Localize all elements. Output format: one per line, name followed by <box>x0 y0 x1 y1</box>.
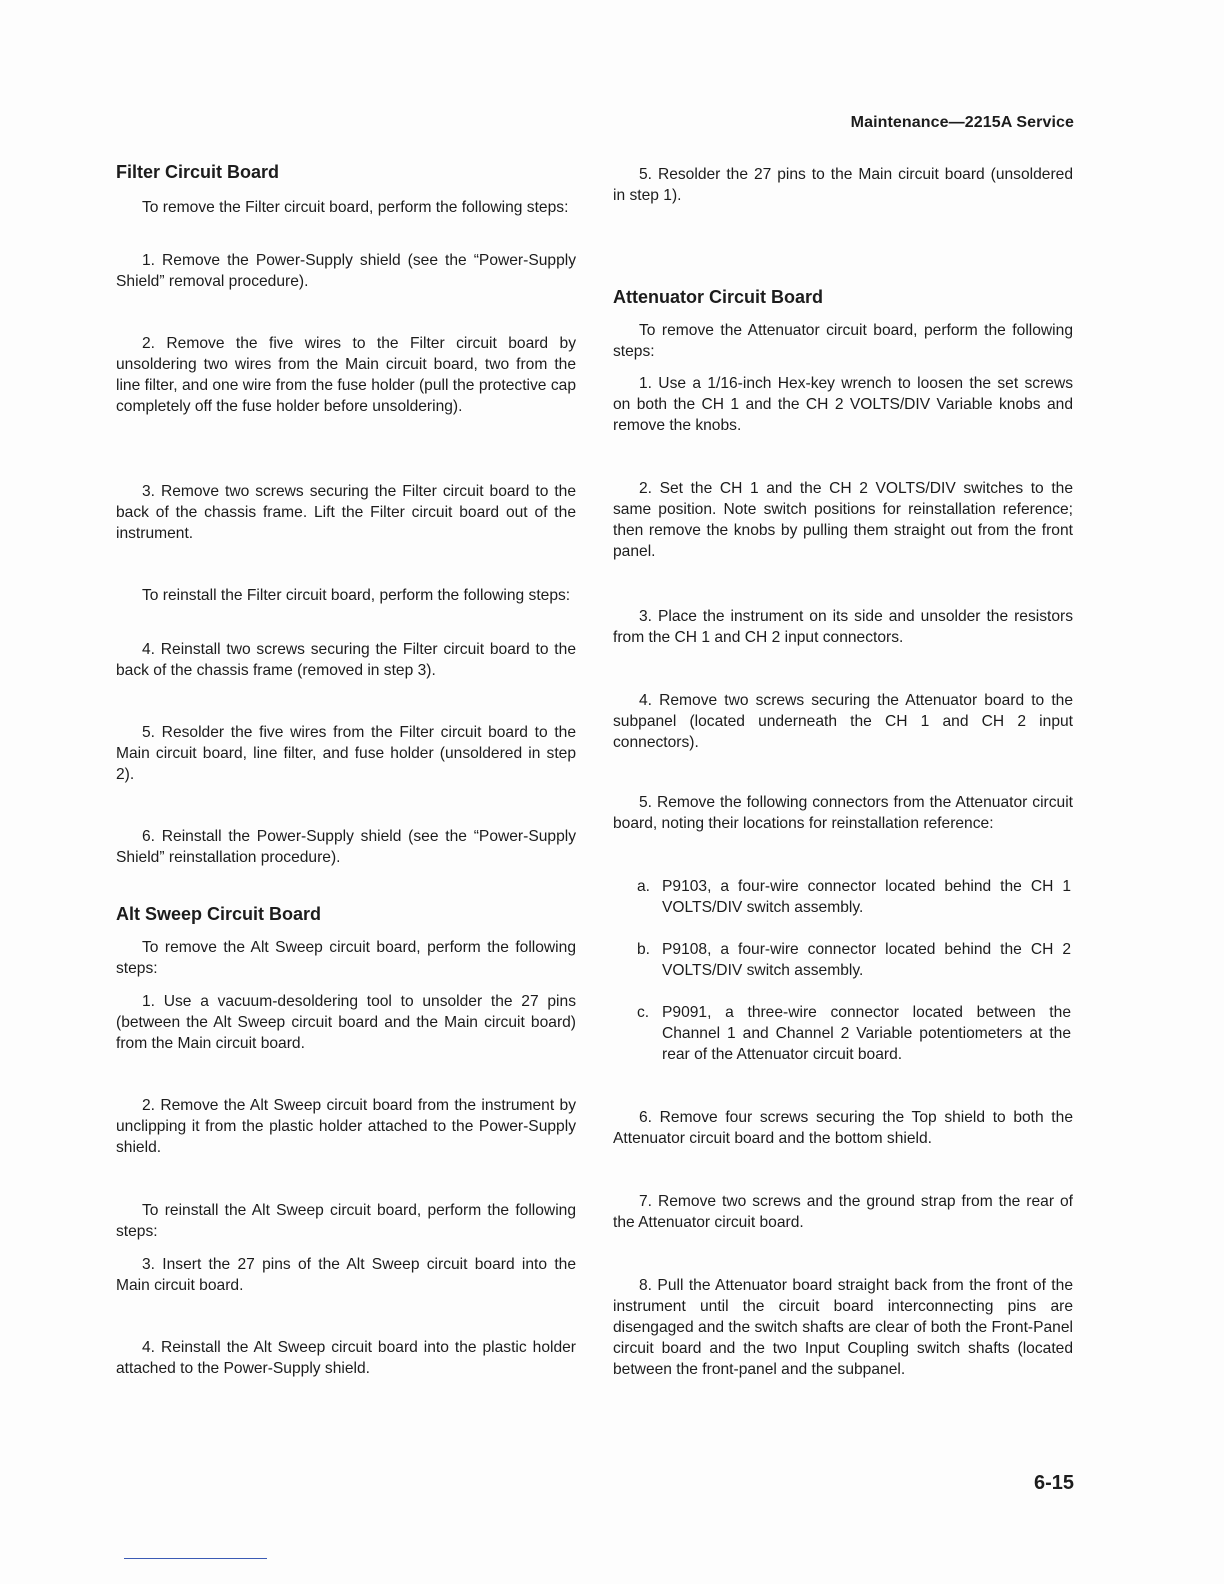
att-step-6: 6. Remove four screws securing the Top shield to both the Attenuator circuit board and the bottom shield. <box>613 1109 1073 1147</box>
att-step-3: 3. Place the instrument on its side and unsolder the resistors from the CH 1 and CH 2 input connectors. <box>613 608 1073 646</box>
section-title-alt-sweep: Alt Sweep Circuit Board <box>116 904 322 924</box>
filter-step-5: 5. Resolder the five wires from the Filter circuit board to the Main circuit board, line filter, and fuse holder (unsoldered in step 2). <box>116 724 576 783</box>
alt-intro: To remove the Alt Sweep circuit board, perform the following steps: <box>116 939 576 977</box>
att-substep-b <box>637 939 1071 981</box>
alt-step-1: 1. Use a vacuum-desoldering tool to unsolder the 27 pins (between the Alt Sweep circuit board and the Main circuit board) from the Main circuit board. <box>116 993 576 1052</box>
substep-letter: b. <box>637 941 651 958</box>
alt-step-2: 2. Remove the Alt Sweep circuit board from the instrument by unclipping it from the plastic holder attached to the Power-Supply shield. <box>116 1097 576 1156</box>
substep-text: P9103, a four-wire connector located behind the CH 1 VOLTS/DIV switch assembly. <box>662 878 1071 916</box>
substep-text: P9091, a three-wire connector located between the Channel 1 and Channel 2 Variable potentiometers at the rear of the Attenuator circuit board. <box>662 1004 1071 1063</box>
filter-step-3: 3. Remove two screws securing the Filter circuit board to the back of the chassis frame. Lift the Filter circuit board out of the instrument. <box>116 483 576 542</box>
running-header: Maintenance—2215A Service <box>850 114 1074 131</box>
substep-letter: a. <box>637 878 651 895</box>
filter-step-2: 2. Remove the five wires to the Filter circuit board by unsoldering two wires from the Main circuit board, two from the line filter, and one wire from the fuse holder (pull the protective cap completely off the fuse holder before unsoldering). <box>116 335 576 415</box>
alt-step-5: 5. Resolder the 27 pins to the Main circuit board (unsoldered in step 1). <box>613 166 1073 204</box>
att-substep-c <box>637 1002 1071 1065</box>
att-step-4: 4. Remove two screws securing the Attenuator board to the subpanel (located underneath the CH 1 and CH 2 input connectors). <box>613 692 1073 751</box>
section-title-attenuator: Attenuator Circuit Board <box>613 287 824 307</box>
substep-letter: c. <box>637 1004 650 1021</box>
att-step-7: 7. Remove two screws and the ground strap from the rear of the Attenuator circuit board. <box>613 1193 1073 1231</box>
section-title-filter: Filter Circuit Board <box>116 162 280 182</box>
att-step-5: 5. Remove the following connectors from the Attenuator circuit board, noting their locations for reinstallation reference: <box>613 794 1073 832</box>
footer-rule <box>124 1558 267 1559</box>
filter-step-1: 1. Remove the Power-Supply shield (see the “Power-Supply Shield” removal procedure). <box>116 252 576 290</box>
alt-reinstall-intro: To reinstall the Alt Sweep circuit board, perform the following steps: <box>116 1202 576 1240</box>
att-step-8: 8. Pull the Attenuator board straight back from the front of the instrument until the circuit board interconnecting pins are disengaged and the switch shafts are clear of both the Front-Panel circuit board and the two Input Coupling switch shafts (located between the front-panel and the subpanel. <box>613 1277 1073 1378</box>
filter-step-4: 4. Reinstall two screws securing the Filter circuit board to the back of the chassis frame (removed in step 3). <box>116 641 576 679</box>
alt-step-3: 3. Insert the 27 pins of the Alt Sweep circuit board into the Main circuit board. <box>116 1256 576 1294</box>
att-step-2: 2. Set the CH 1 and the CH 2 VOLTS/DIV switches to the same position. Note switch positions for reinstallation reference; then remove the knobs by pulling them straight out from the front panel. <box>613 480 1073 560</box>
att-substep-a <box>637 876 1071 918</box>
substep-text: P9108, a four-wire connector located behind the CH 2 VOLTS/DIV switch assembly. <box>662 941 1071 979</box>
filter-intro: To remove the Filter circuit board, perform the following steps: <box>142 199 569 216</box>
filter-reinstall-intro: To reinstall the Filter circuit board, perform the following steps: <box>142 587 571 604</box>
att-intro: To remove the Attenuator circuit board, perform the following steps: <box>613 322 1073 360</box>
alt-step-4: 4. Reinstall the Alt Sweep circuit board into the plastic holder attached to the Power-Supply shield. <box>116 1339 576 1377</box>
att-step-1: 1. Use a 1/16-inch Hex-key wrench to loosen the set screws on both the CH 1 and the CH 2 VOLTS/DIV Variable knobs and remove the knobs. <box>613 375 1073 434</box>
page-number: 6-15 <box>1033 1472 1074 1494</box>
filter-step-6: 6. Reinstall the Power-Supply shield (see the “Power-Supply Shield” reinstallation procedure). <box>116 828 576 866</box>
